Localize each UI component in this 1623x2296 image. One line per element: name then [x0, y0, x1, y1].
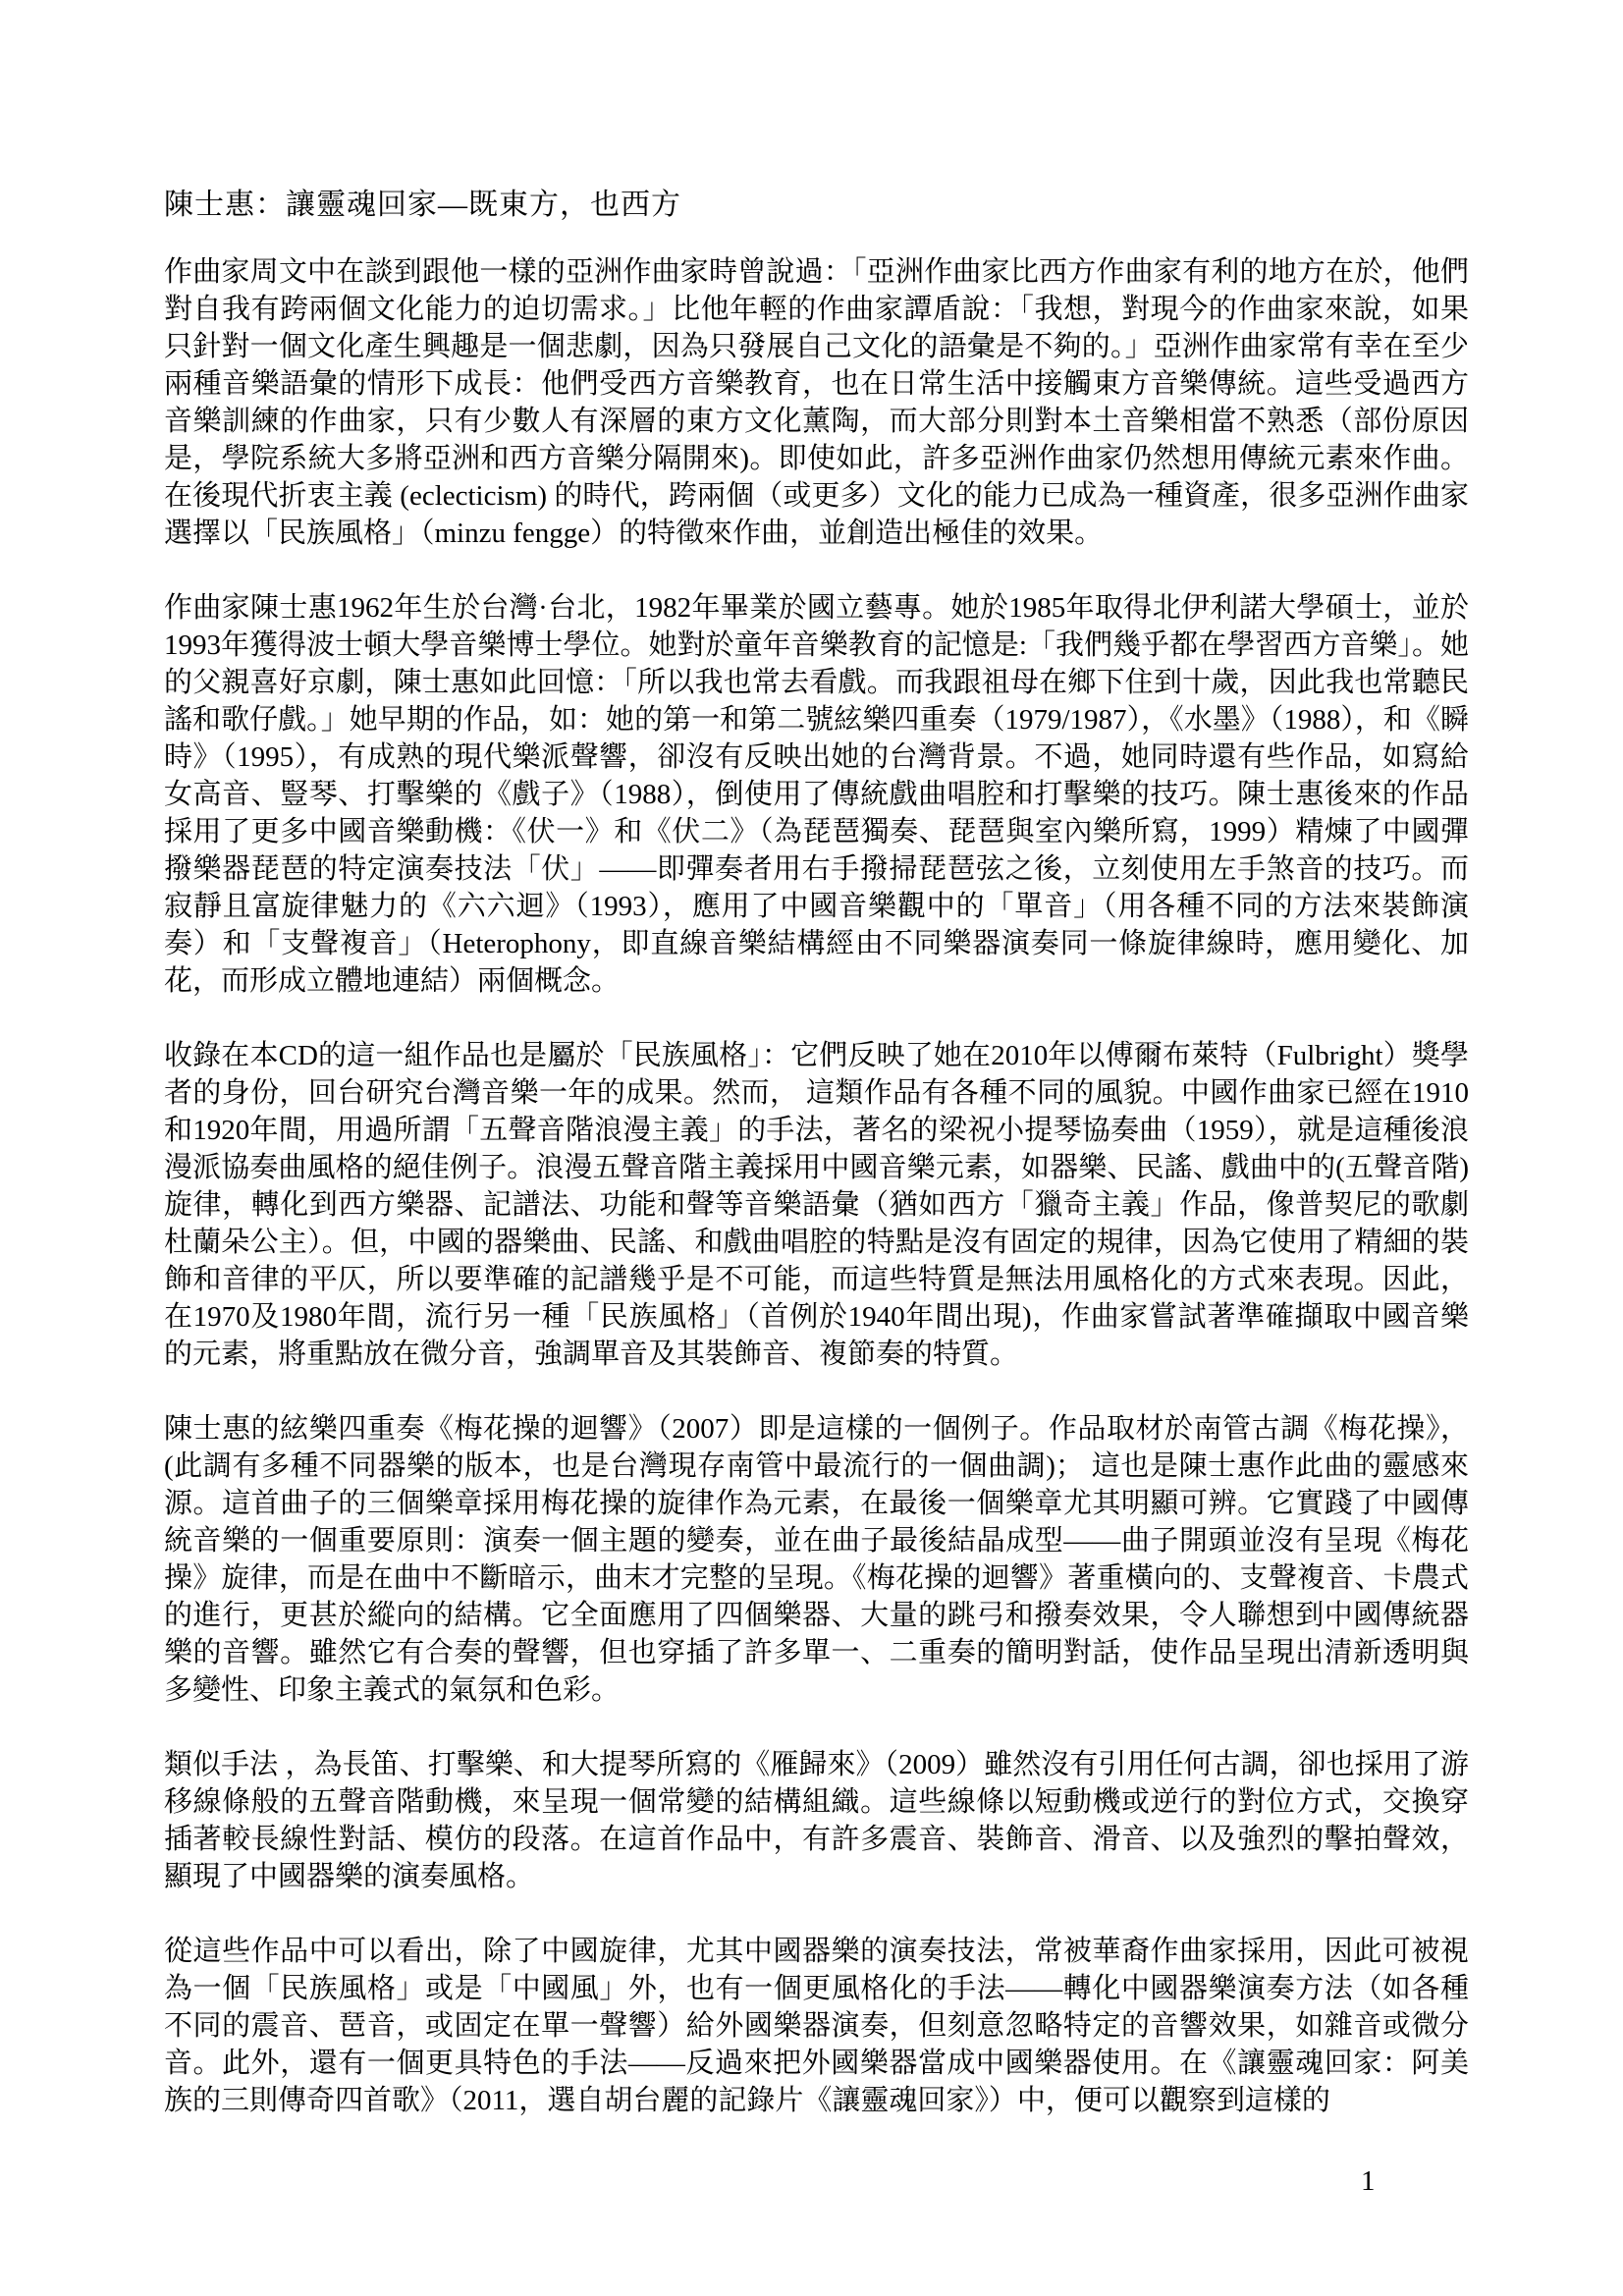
paragraph-5: 類似手法 ，為長笛、打擊樂、和大提琴所寫的《雁歸來》（2009）雖然沒有引用任何古調，卻也採用了游移線條般的五聲音階動機，來呈現一個常變的結構組織。這些線條以短動機或逆行的對位方式，交換穿插著較長線性對話、模仿的段落。在這首作品中，有許多震音、裝飾音、滑音、以及強烈的擊拍聲效，顯現了中國器樂的演奏風格。	[164, 1749, 1469, 1892]
page-number: 1	[1361, 2165, 1376, 2197]
paragraph-3: 收錄在本CD的這一組作品也是屬於「民族風格」：它們反映了她在2010年以傅爾布萊特（Fulbright）獎學者的身份，回台研究台灣音樂一年的成果。然而， 這類作品有各種不同的風貌。中國作曲家已經在1910和1920年間，用過所謂「五聲音階浪漫主義」的手法，著名的梁祝小提琴協奏曲（1959），就是這種後浪漫派協奏曲風格的絕佳例子。浪漫五聲音階主義採用中國音樂元素，如器樂、民謠、戲曲中的(五聲音階) 旋律，轉化到西方樂器、記譜法、功能和聲等音樂語彙（猶如西方「獵奇主義」作品，像普契尼的歌劇杜蘭朵公主）。但，中國的器樂曲、民謠、和戲曲唱腔的特點是沒有固定的規律，因為它使用了精細的裝飾和音律的平仄，所以要準確的記譜幾乎是不可能，而這些特質是無法用風格化的方式來表現。因此，在1970及1980年間，流行另一種「民族風格」（首例於1940年間出現)，作曲家嘗試著準確擷取中國音樂的元素，將重點放在微分音，強調單音及其裝飾音、複節奏的特質。	[164, 1040, 1469, 1370]
paragraph-1: 作曲家周文中在談到跟他一樣的亞洲作曲家時曾說過：「亞洲作曲家比西方作曲家有利的地方在於，他們對自我有跨兩個文化能力的迫切需求。」比他年輕的作曲家譚盾說：「我想，對現今的作曲家來說，如果只針對一個文化產生興趣是一個悲劇，因為只發展自己文化的語彙是不夠的。」亞洲作曲家常有幸在至少兩種音樂語彙的情形下成長：他們受西方音樂教育，也在日常生活中接觸東方音樂傳統。這些受過西方音樂訓練的作曲家，只有少數人有深層的東方文化薰陶，而大部分則對本土音樂相當不熟悉（部份原因是，學院系統大多將亞洲和西方音樂分隔開來)。即使如此，許多亞洲作曲家仍然想用傳統元素來作曲。在後現代折衷主義 (eclecticism) 的時代，跨兩個（或更多）文化的能力已成為一種資產，很多亞洲作曲家選擇以「民族風格」（minzu fengge）的特徵來作曲，並創造出極佳的效果。	[164, 256, 1469, 549]
paragraph-2: 作曲家陳士惠1962年生於台灣·台北，1982年畢業於國立藝專。她於1985年取得北伊利諾大學碩士，並於1993年獲得波士頓大學音樂博士學位。她對於童年音樂教育的記憶是:「我們幾乎都在學習西方音樂」。她的父親喜好京劇，陳士惠如此回憶：「所以我也常去看戲。而我跟祖母在鄉下住到十歲，因此我也常聽民謠和歌仔戲。」她早期的作品，如：她的第一和第二號絃樂四重奏（1979/1987），《水墨》（1988），和《瞬時》（1995），有成熟的現代樂派聲響，卻沒有反映出她的台灣背景。不過，她同時還有些作品，如寫給女高音、豎琴、打擊樂的《戲子》（1988），倒使用了傳統戲曲唱腔和打擊樂的技巧。陳士惠後來的作品採用了更多中國音樂動機：《伏一》和《伏二》（為琵琶獨奏、琵琶與室內樂所寫，1999）精煉了中國彈撥樂器琵琶的特定演奏技法「伏」——即彈奏者用右手撥掃琵琶弦之後，立刻使用左手煞音的技巧。而寂靜且富旋律魅力的《六六迴》（1993），應用了中國音樂觀中的「單音」（用各種不同的方法來裝飾演奏）和「支聲複音」（Heterophony，即直線音樂結構經由不同樂器演奏同一條旋律線時，應用變化、加花，而形成立體地連結）兩個概念。	[164, 592, 1469, 997]
paragraph-6: 從這些作品中可以看出，除了中國旋律，尤其中國器樂的演奏技法，常被華裔作曲家採用，因此可被視為一個「民族風格」或是「中國風」外，也有一個更風格化的手法——轉化中國器樂演奏方法（如各種不同的震音、琶音，或固定在單一聲響）給外國樂器演奏，但刻意忽略特定的音響效果，如雜音或微分音。此外，還有一個更具特色的手法——反過來把外國樂器當成中國樂器使用。在《讓靈魂回家：阿美族的三則傳奇四首歌》（2011，選自胡台麗的記錄片《讓靈魂回家》）中，便可以觀察到這樣的	[164, 1936, 1469, 2116]
paragraph-4: 陳士惠的絃樂四重奏《梅花操的迴響》（2007）即是這樣的一個例子。作品取材於南管古調《梅花操》，(此調有多種不同器樂的版本，也是台灣現存南管中最流行的一個曲調)； 這也是陳士惠作此曲的靈感來源。這首曲子的三個樂章採用梅花操的旋律作為元素，在最後一個樂章尤其明顯可辨。它實踐了中國傳統音樂的一個重要原則：演奏一個主題的變奏，並在曲子最後結晶成型——曲子開頭並沒有呈現《梅花操》旋律，而是在曲中不斷暗示，曲末才完整的呈現。《梅花操的迴響》著重橫向的、支聲複音、卡農式的進行，更甚於縱向的結構。它全面應用了四個樂器、大量的跳弓和撥奏效果，令人聯想到中國傳統器樂的音響。雖然它有合奏的聲響，但也穿插了許多單一、二重奏的簡明對話，使作品呈現出清新透明與多變性、印象主義式的氣氛和色彩。	[164, 1413, 1469, 1706]
page-title: 陳士惠：讓靈魂回家—既東方，也西方	[164, 189, 681, 221]
